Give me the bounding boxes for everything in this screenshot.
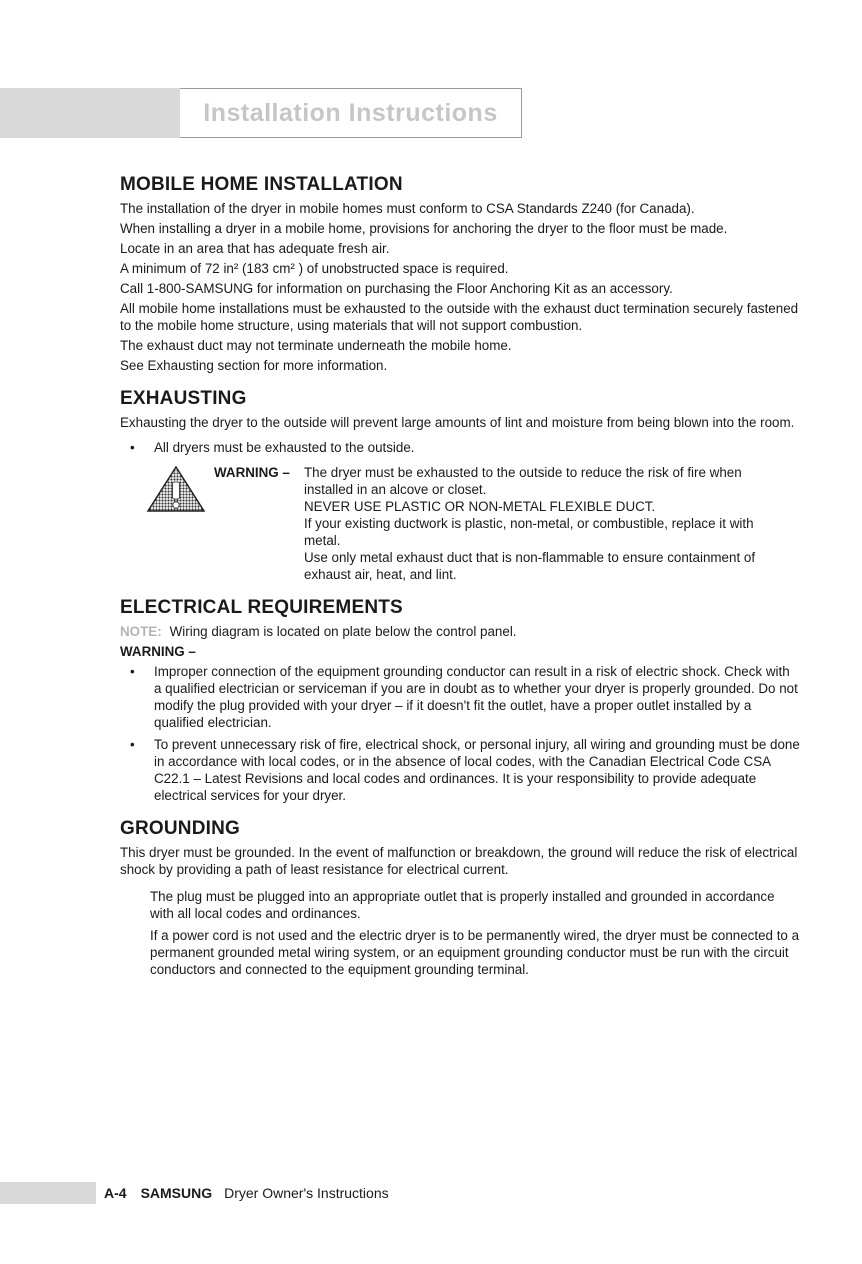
header-band [0,88,180,138]
note-label: NOTE: [120,624,162,639]
note-text: Wiring diagram is located on plate below the control panel. [169,624,517,639]
bullet-list [130,439,800,456]
list-item [130,439,800,456]
paragraph: A minimum of 72 in² (183 cm² ) of unobstructed space is required. [120,261,509,276]
indented-paragraphs [120,888,800,978]
document-title: Dryer Owner's Instructions [224,1185,389,1201]
section-exhausting [120,388,800,583]
page-title: Installation Instructions [203,98,498,127]
paragraph: Locate in an area that has adequate fresh air. [120,241,390,256]
list-item-text: All dryers must be exhausted to the outside. [154,440,415,455]
paragraph: This dryer must be grounded. In the event of malfunction or breakdown, the ground will reduce the risk of electrical shock by providing a path of least resistance for electrical current. [120,845,798,877]
content [120,174,800,992]
brand-name: SAMSUNG [140,1185,213,1201]
paragraph: If a power cord is not used and the electric dryer is to be permanently wired, the dryer must be connected to a permanent grounded metal wiring system, or an equipment grounding conductor must be run with the circuit conductors and connected to the equipment grounding terminal. [150,928,800,977]
paragraph: When installing a dryer in a mobile home, provisions for anchoring the dryer to the floor must be made. [120,221,728,236]
header-box [180,88,522,138]
section-electrical [120,597,800,804]
list-item [130,736,800,804]
paragraph: Exhausting the dryer to the outside will prevent large amounts of lint and moisture from being blown into the room. [120,415,795,430]
section-heading: MOBILE HOME INSTALLATION [120,174,403,195]
section-mobile-home [120,174,800,374]
section-grounding [120,818,800,978]
paragraph: The plug must be plugged into an appropriate outlet that is properly installed and grounded in accordance with all local codes and ordinances. [150,889,775,921]
warning-block [146,464,800,583]
page-number: A-4 [104,1185,127,1201]
warning-text [304,464,790,583]
bullet-mark: • [130,737,135,752]
section-heading: ELECTRICAL REQUIREMENTS [120,597,403,618]
paragraph: Call 1-800-SAMSUNG for information on purchasing the Floor Anchoring Kit as an accessory. [120,281,673,296]
list-item-text: To prevent unnecessary risk of fire, electrical shock, or personal injury, all wiring and grounding must be done in accordance with local codes, or in the absence of local codes, with the Canadian Electrical Code CSA C22.1 – Latest Revisions and local codes and ordinances. It is your responsibility to provide adequate electrical services for your dryer. [154,737,800,803]
warning-line: Use only metal exhaust duct that is non-flammable to ensure containment of exhaust air, heat, and lint. [304,550,756,582]
warning-line: NEVER USE PLASTIC OR NON-METAL FLEXIBLE DUCT. [304,499,656,514]
paragraph: All mobile home installations must be exhausted to the outside with the exhaust duct termination securely fastened to the mobile home structure, using materials that will not support combustion. [120,301,799,333]
bullet-list [130,663,800,804]
warning-label: WARNING – [120,644,196,659]
list-item-text: Improper connection of the equipment grounding conductor can result in a risk of electric shock. Check with a qualified electrician or serviceman if you are in doubt as to whether your dryer is properly grounded. Do not modify the plug provided with your dryer – if it doesn't fit the outlet, have a proper outlet installed by a qualified electrician. [154,664,798,730]
warning-line: If your existing ductwork is plastic, non-metal, or combustible, replace it with metal. [304,516,754,548]
section-heading: GROUNDING [120,818,241,839]
warning-triangle-icon [146,466,206,512]
list-item [130,663,800,731]
note [120,623,800,640]
footer [104,1182,389,1204]
paragraph: The installation of the dryer in mobile homes must conform to CSA Standards Z240 (for Canada). [120,201,695,216]
section-heading: EXHAUSTING [120,388,247,409]
paragraph: The exhaust duct may not terminate underneath the mobile home. [120,338,512,353]
warning-label: WARNING – [214,465,290,480]
warning-line: The dryer must be exhausted to the outside to reduce the risk of fire when installed in an alcove or closet. [304,465,742,497]
bullet-mark: • [130,440,135,455]
bullet-mark: • [130,664,135,679]
footer-band [0,1182,96,1204]
paragraph: See Exhausting section for more information. [120,358,388,373]
